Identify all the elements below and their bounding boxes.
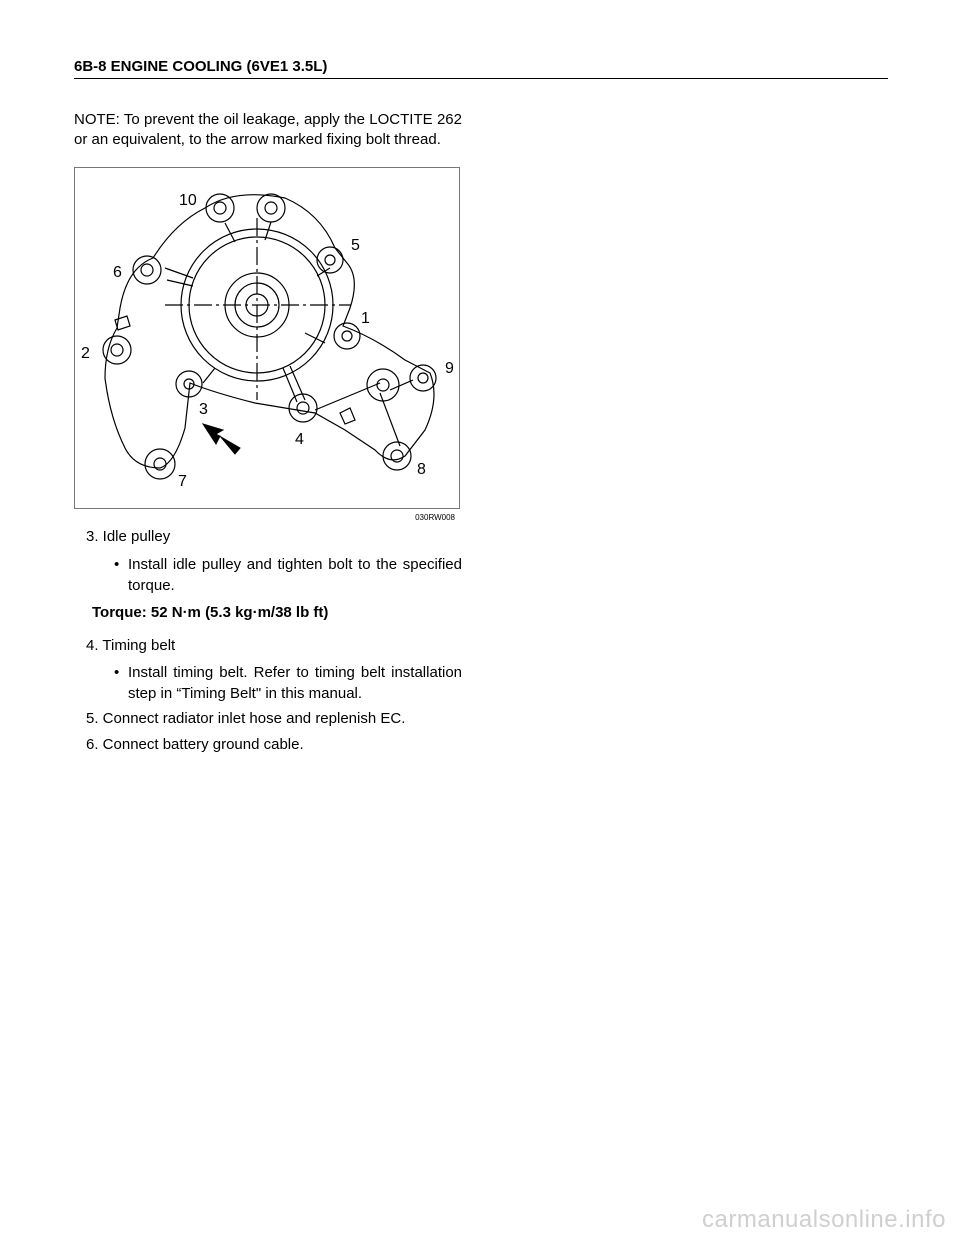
label-3: 3 bbox=[199, 401, 208, 418]
note-paragraph: NOTE: To prevent the oil leakage, apply the LOCTITE 262 or an equivalent, to the arrow marked fixing bolt thread. bbox=[74, 111, 462, 148]
step-4-heading: 4. Timing belt bbox=[86, 637, 176, 654]
label-1: 1 bbox=[361, 310, 370, 327]
watermark: carmanualsonline.info bbox=[702, 1206, 946, 1233]
step-3-bullet bbox=[114, 554, 462, 596]
step-5: 5. Connect radiator inlet hose and replenish EC. bbox=[86, 710, 406, 727]
label-8: 8 bbox=[417, 461, 426, 478]
step-3-heading: 3. Idle pulley bbox=[86, 528, 171, 545]
torque-spec: Torque: 52 N·m (5.3 kg·m/38 lb ft) bbox=[92, 604, 329, 621]
step-4-bullet-text: Install timing belt. Refer to timing belt installation step in “Timing Belt" in this manual. bbox=[128, 664, 462, 702]
loctite-arrow bbox=[203, 424, 240, 454]
bullet-icon: • bbox=[114, 556, 120, 573]
page-header bbox=[74, 58, 888, 79]
water-pump-drawing bbox=[75, 168, 461, 510]
step-6: 6. Connect battery ground cable. bbox=[86, 736, 304, 753]
label-10: 10 bbox=[179, 192, 197, 209]
housing-outline bbox=[105, 195, 434, 468]
label-2: 2 bbox=[81, 345, 90, 362]
water-pump-diagram bbox=[74, 167, 460, 522]
label-9: 9 bbox=[445, 360, 454, 377]
step-4-bullet bbox=[114, 662, 462, 704]
page-title: 6B-8 ENGINE COOLING (6VE1 3.5L) bbox=[74, 58, 328, 75]
label-4: 4 bbox=[295, 431, 304, 448]
label-7: 7 bbox=[178, 473, 187, 490]
bullet-icon: • bbox=[114, 664, 120, 681]
label-6: 6 bbox=[113, 264, 122, 281]
label-5: 5 bbox=[351, 237, 360, 254]
step-3-bullet-text: Install idle pulley and tighten bolt to the specified torque. bbox=[128, 556, 462, 594]
figure-code: 030RW008 bbox=[415, 513, 455, 522]
